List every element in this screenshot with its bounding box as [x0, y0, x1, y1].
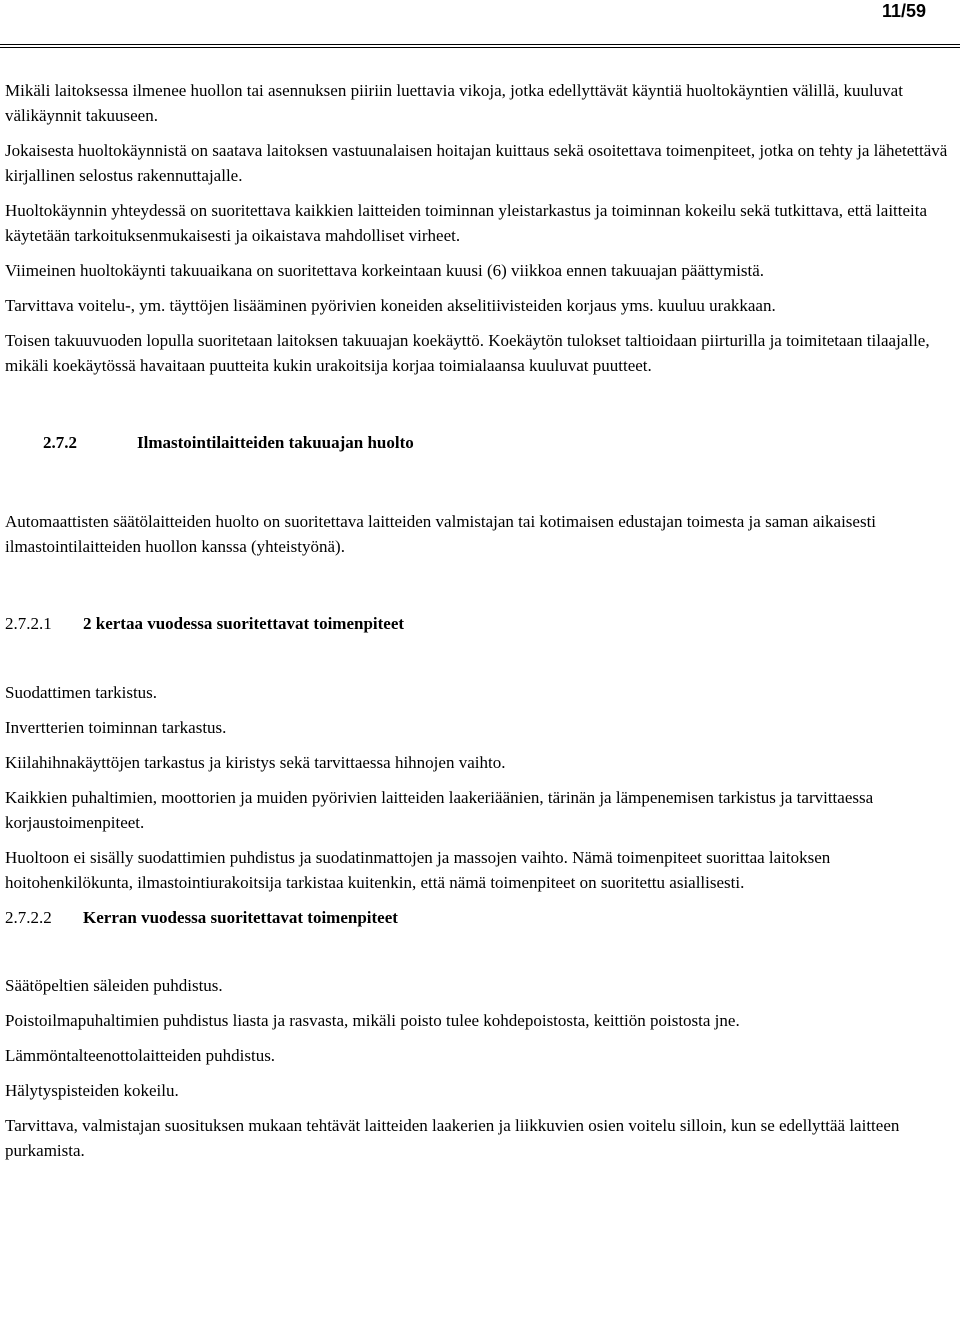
section-title: Ilmastointilaitteiden takuuajan huolto — [137, 433, 414, 452]
paragraph: Jokaisesta huoltokäynnistä on saatava laitoksen vastuunalaisen hoitajan kuittaus sekä osoitettava toimenpiteet, jotka on tehty ja lähetettävä kirjallinen selostus rakennuttajalle. — [5, 141, 948, 185]
section-heading-2-7-2 — [5, 430, 950, 455]
list-item: Tarvittava, valmistajan suosituksen mukaan tehtävät laitteiden laakerien ja liikkuvien osien voitelu silloin, kun se edellyttää laitteen purkamista. — [5, 1116, 900, 1160]
list-item: Hälytyspisteiden kokeilu. — [5, 1081, 179, 1100]
list-item: Huoltoon ei sisälly suodattimien puhdistus ja suodatinmattojen ja massojen vaihto. Nämä toimenpiteet suorittaa laitoksen hoitohenkilökunta, ilmastointiurakoitsija tarkistaa kuitenkin, että nämä toimenpiteet on suoritettu asiallisesti. — [5, 848, 831, 892]
list-item: Poistoilmapuhaltimien puhdistus liasta ja rasvasta, mikäli poisto tulee kohdepoistosta, keittiön poistosta jne. — [5, 1011, 740, 1030]
page-number: 11/59 — [881, 1, 926, 21]
list-item: Kaikkien puhaltimien, moottorien ja muiden pyörivien laitteiden laakeriäänien, tärinän ja lämpenemisen tarkistus ja tarvittaessa korjaustoimenpiteet. — [5, 788, 874, 832]
paragraph: Huoltokäynnin yhteydessä on suoritettava kaikkien laitteiden toiminnan yleistarkastus ja toiminnan kokeilu sekä tutkittava, että laitteita käytetään tarkoituksenmukaisesti ja oikaistava mahdolliset virheet. — [5, 201, 928, 245]
section-title: 2 kertaa vuodessa suoritettavat toimenpiteet — [83, 614, 405, 633]
list-item: Invertterien toiminnan tarkastus. — [5, 718, 227, 737]
section-number: 2.7.2.1 — [5, 614, 52, 633]
list-item: Lämmöntalteenottolaitteiden puhdistus. — [5, 1046, 276, 1065]
section-title: Kerran vuodessa suoritettavat toimenpiteet — [83, 908, 398, 927]
section-number: 2.7.2 — [43, 433, 77, 452]
document-body — [5, 78, 950, 1173]
list-item: Suodattimen tarkistus. — [5, 683, 158, 702]
list-item: Säätöpeltien säleiden puhdistus. — [5, 976, 223, 995]
paragraph: Tarvittava voitelu-, ym. täyttöjen lisääminen pyörivien koneiden akselitiivisteiden korjaus yms. kuuluu urakkaan. — [5, 296, 776, 315]
section-heading-2-7-2-2 — [5, 905, 950, 930]
paragraph: Automaattisten säätölaitteiden huolto on suoritettava laitteiden valmistajan tai kotimaisen edustajan toimesta ja saman aikaisesti ilmastointilaitteiden huollon kanssa (yhteistyönä). — [5, 512, 877, 556]
section-number: 2.7.2.2 — [5, 908, 52, 927]
section-heading-2-7-2-1 — [5, 611, 950, 636]
list-item: Kiilahihnakäyttöjen tarkastus ja kiristys sekä tarvittaessa hihnojen vaihto. — [5, 753, 506, 772]
header-rule — [0, 44, 960, 48]
paragraph: Toisen takuuvuoden lopulla suoritetaan laitoksen takuuajan koekäyttö. Koekäytön tulokset taltioidaan piirturilla ja toimitetaan tilaajalle, mikäli koekäytössä havaitaan puutteita kukin urakoitsija korjaa toimialaansa kuuluvat puutteet. — [5, 331, 930, 375]
paragraph: Mikäli laitoksessa ilmenee huollon tai asennuksen piiriin luettavia vikoja, jotka edellyttävät käyntiä huoltokäyntien välillä, kuuluvat välikäynnit takuuseen. — [5, 81, 903, 125]
paragraph: Viimeinen huoltokäynti takuuaikana on suoritettava korkeintaan kuusi (6) viikkoa ennen takuuajan päättymistä. — [5, 261, 765, 280]
